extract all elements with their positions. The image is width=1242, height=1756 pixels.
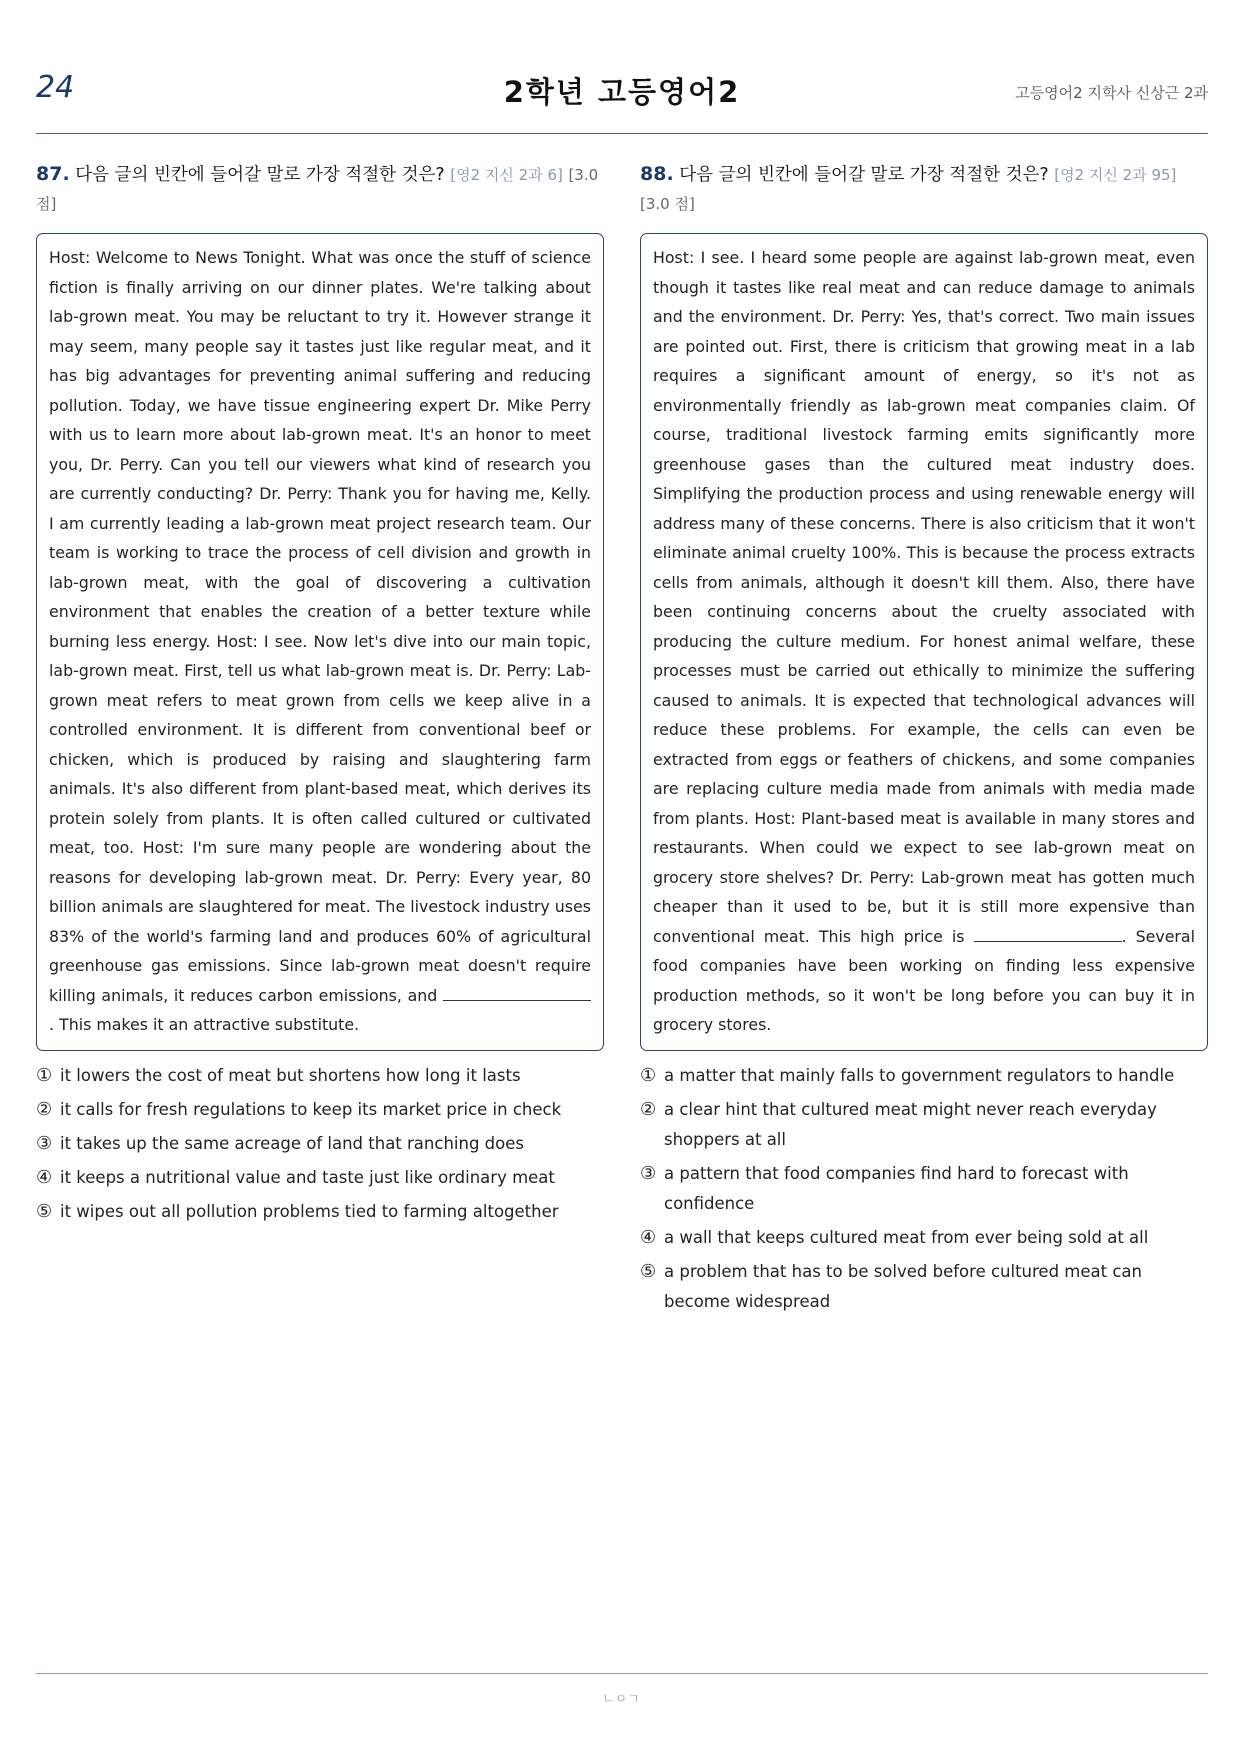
choice-number: ③ [36,1132,53,1154]
page-subtitle: 고등영어2 지학사 신상근 2과 [1015,84,1208,102]
choice-number: ④ [36,1166,53,1188]
choice-text: a pattern that food companies find hard to forecast with confidence [664,1163,1129,1213]
question-88-header [640,160,1208,219]
choice-number: ② [36,1098,53,1120]
question-prompt: 다음 글의 빈칸에 들어갈 말로 가장 적절한 것은? [75,165,445,185]
question-number: 87. [36,163,70,185]
page-header [36,70,1208,110]
choice-number: ⑤ [36,1200,53,1222]
choice-number: ① [36,1064,53,1086]
choice-text: it takes up the same acreage of land that ranching does [60,1133,524,1153]
answer-choice[interactable] [36,1129,604,1159]
choice-number: ⑤ [640,1260,657,1282]
answer-choice[interactable] [640,1257,1208,1317]
choice-number: ② [640,1098,657,1120]
question-prompt: 다음 글의 빈칸에 들어갈 말로 가장 적절한 것은? [679,165,1049,185]
passage-text-after: . Several food companies have been working on finding less expensive production methods, so it won't be long before you can buy it in grocery stores. [653,926,1195,1034]
passage-box [640,233,1208,1051]
page-number: 24 [36,70,75,105]
choice-text: a matter that mainly falls to government regulators to handle [664,1065,1175,1085]
question-points: [3.0 점] [36,166,599,213]
answer-choice[interactable] [640,1095,1208,1155]
passage-text: Host: I see. I heard some people are against lab-grown meat, even though it tastes like real meat and can reduce damage to animals and the environment. Dr. Perry: Yes, that's correct. Two main issues are pointed out. First, there is criticism that growing meat in a lab requires a significant amount of energy, so it's not as environmentally friendly as lab-grown meat companies claim. Of course, traditional livestock farming emits significantly more greenhouse gases than the cultured meat industry does. Simplifying the production process and using renewable energy will address many of these concerns. There is also criticism that it won't eliminate animal cruelty 100%. This is because the process extracts cells from animals, although it doesn't kill them. Also, there have been continuing concerns about the cruelty associated with producing the culture medium. For honest animal welfare, these processes must be carried out ethically to minimize the suffering caused to animals. It is expected that technological advances will reduce these problems. For example, the cells can even be extracted from eggs or feathers of chickens, and some companies are replacing culture media made from animals with media made from plants. Host: Plant-based meat is available in many stores and restaurants. When could we expect to see lab-grown meat on grocery store shelves? Dr. Perry: Lab-grown meat has gotten much cheaper than it used to be, but it is still more expensive than conventional meat. This high price is [653,248,1195,946]
footer-divider [36,1673,1208,1674]
answer-choice[interactable] [36,1095,604,1125]
choice-text: it calls for fresh regulations to keep its market price in check [60,1099,562,1119]
question-source: [영2 지신 2과 6] [450,166,563,184]
choice-text: it keeps a nutritional value and taste just like ordinary meat [60,1167,555,1187]
choice-number: ① [640,1064,657,1086]
answer-blank [974,923,1122,942]
passage-text-after: . This makes it an attractive substitute. [49,1015,360,1034]
question-points: [3.0 점] [640,195,695,213]
answer-choice[interactable] [36,1163,604,1193]
choice-text: it lowers the cost of meat but shortens how long it lasts [60,1065,521,1085]
question-87-header [36,160,604,219]
answer-choice[interactable] [36,1061,604,1091]
choice-text: a clear hint that cultured meat might never reach everyday shoppers at all [664,1099,1157,1149]
passage-text: Host: Welcome to News Tonight. What was once the stuff of science fiction is finally arriving on our dinner plates. We're talking about lab-grown meat. You may be reluctant to try it. However strange it may seem, many people say it tastes just like regular meat, and it has big advantages for preventing animal suffering and reducing pollution. Today, we have tissue engineering expert Dr. Mike Perry with us to learn more about lab-grown meat. It's an honor to meet you, Dr. Perry. Can you tell our viewers what kind of research you are currently conducting? Dr. Perry: Thank you for having me, Kelly. I am currently leading a lab-grown meat project research team. Our team is working to trace the process of cell division and growth in lab-grown meat, with the goal of discovering a cultivation environment that enables the creation of a better texture while burning less energy. Host: I see. Now let's dive into our main topic, lab-grown meat. First, tell us what lab-grown meat is. Dr. Perry: Lab-grown meat refers to meat grown from cells we keep alive in a controlled environment. It is different from conventional beef or chicken, which is produced by raising and slaughtering farm animals. It's also different from plant-based meat, which derives its protein solely from plants. It is often called cultured or cultivated meat, too. Host: I'm sure many people are wondering about the reasons for developing lab-grown meat. Dr. Perry: Every year, 80 billion animals are slaughtered for meat. The livestock industry uses 83% of the world's farming land and produces 60% of agricultural greenhouse gas emissions. Since lab-grown meat doesn't require killing animals, it reduces carbon emissions, and [49,248,591,1005]
question-87 [36,160,604,1231]
question-88 [640,160,1208,1321]
answer-choices [640,1061,1208,1317]
footer-mark: ㄴㅇㄱ [602,1692,640,1707]
choice-text: a problem that has to be solved before cultured meat can become widespread [664,1261,1142,1311]
question-number: 88. [640,163,674,185]
answer-choice[interactable] [640,1223,1208,1253]
choice-number: ④ [640,1226,657,1248]
choice-number: ③ [640,1162,657,1184]
answer-choices [36,1061,604,1227]
choice-text: a wall that keeps cultured meat from ever being sold at all [664,1227,1149,1247]
answer-choice[interactable] [640,1159,1208,1219]
page-title: 2학년 고등영어2 [503,75,741,109]
passage-box [36,233,604,1051]
choice-text: it wipes out all pollution problems tied to farming altogether [60,1201,559,1221]
header-divider [36,133,1208,134]
answer-choice[interactable] [640,1061,1208,1091]
question-source: [영2 지신 2과 95] [1054,166,1177,184]
answer-choice[interactable] [36,1197,604,1227]
answer-blank [443,982,591,1001]
